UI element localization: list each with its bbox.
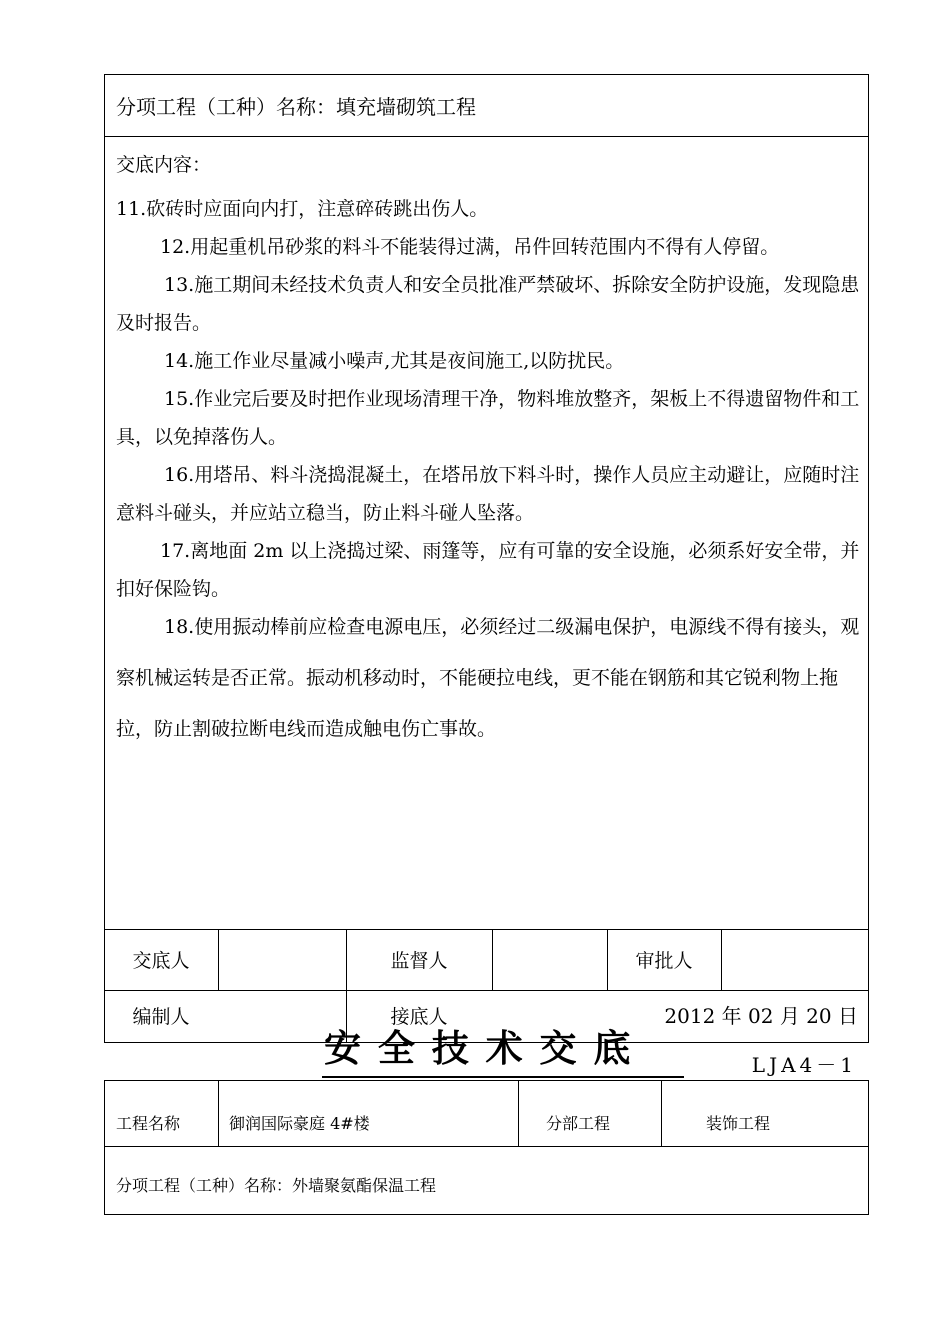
compiler-label: 编制人 xyxy=(132,1005,190,1028)
project-name-label: 工程名称 xyxy=(116,1114,181,1133)
page-title: 安 全 技 术 交 底 xyxy=(324,1026,633,1070)
disclosure-content xyxy=(116,190,861,755)
discloser-label: 交底人 xyxy=(132,950,190,972)
title-underline xyxy=(322,1076,684,1078)
item-12: 12.用起重机吊砂浆的料斗不能装得过满，吊件回转范围内不得有人停留。 xyxy=(160,236,780,258)
item-16: 16.用塔吊、料斗浇捣混凝土，在塔吊放下料斗时，操作人员应主动避让，应随时注意料斗碰头，并应站立稳当，防止料斗碰人坠落。 xyxy=(116,464,860,524)
approver-value[interactable] xyxy=(721,929,869,990)
divider xyxy=(218,1080,219,1147)
date: 2012 年 02 月 20 日 xyxy=(664,1004,858,1028)
division-value: 装饰工程 xyxy=(706,1114,771,1133)
supervisor-label: 监督人 xyxy=(390,950,448,972)
item-11: 11.砍砖时应面向内打，注意碎砖跳出伤人。 xyxy=(116,198,489,220)
supervisor-value[interactable] xyxy=(492,929,607,990)
divider xyxy=(104,136,869,137)
receiver-label: 接底人 xyxy=(390,1005,448,1028)
item-15: 15.作业完后要及时把作业现场清理干净，物料堆放整齐，架板上不得遗留物件和工具，以免掉落伤人。 xyxy=(116,388,860,448)
item-14: 14.施工作业尽量减小噪声,尤其是夜间施工,以防扰民。 xyxy=(164,350,625,372)
sub-item-name: 分项工程（工种）名称：填充墙砌筑工程 xyxy=(116,95,476,119)
item-17: 17.离地面 2m 以上浇捣过梁、雨篷等，应有可靠的安全设施，必须系好安全带，并扣好保险钩。 xyxy=(116,540,860,600)
item-18: 18.使用振动棒前应检查电源电压，必须经过二级漏电保护，电源线不得有接头，观察机械运转是否正常。振动机移动时，不能硬拉电线，更不能在钢筋和其它锐利物上拖拉，防止割破拉断电线而造成触电伤亡事故。 xyxy=(116,616,860,740)
approver-label: 审批人 xyxy=(635,950,693,972)
division-label: 分部工程 xyxy=(546,1114,611,1133)
item-13: 13.施工期间未经技术负责人和安全员批准严禁破坏、拆除安全防护设施，发现隐患及时报告。 xyxy=(116,274,860,334)
discloser-value[interactable] xyxy=(218,929,346,990)
content-label: 交底内容： xyxy=(116,154,212,176)
divider xyxy=(518,1080,519,1147)
project-name: 御润国际豪庭 4#楼 xyxy=(229,1114,370,1133)
form-code: LJA4－1 xyxy=(751,1053,857,1077)
divider xyxy=(661,1080,662,1147)
sub-item-name-2: 分项工程（工种）名称：外墙聚氨酯保温工程 xyxy=(116,1176,437,1195)
